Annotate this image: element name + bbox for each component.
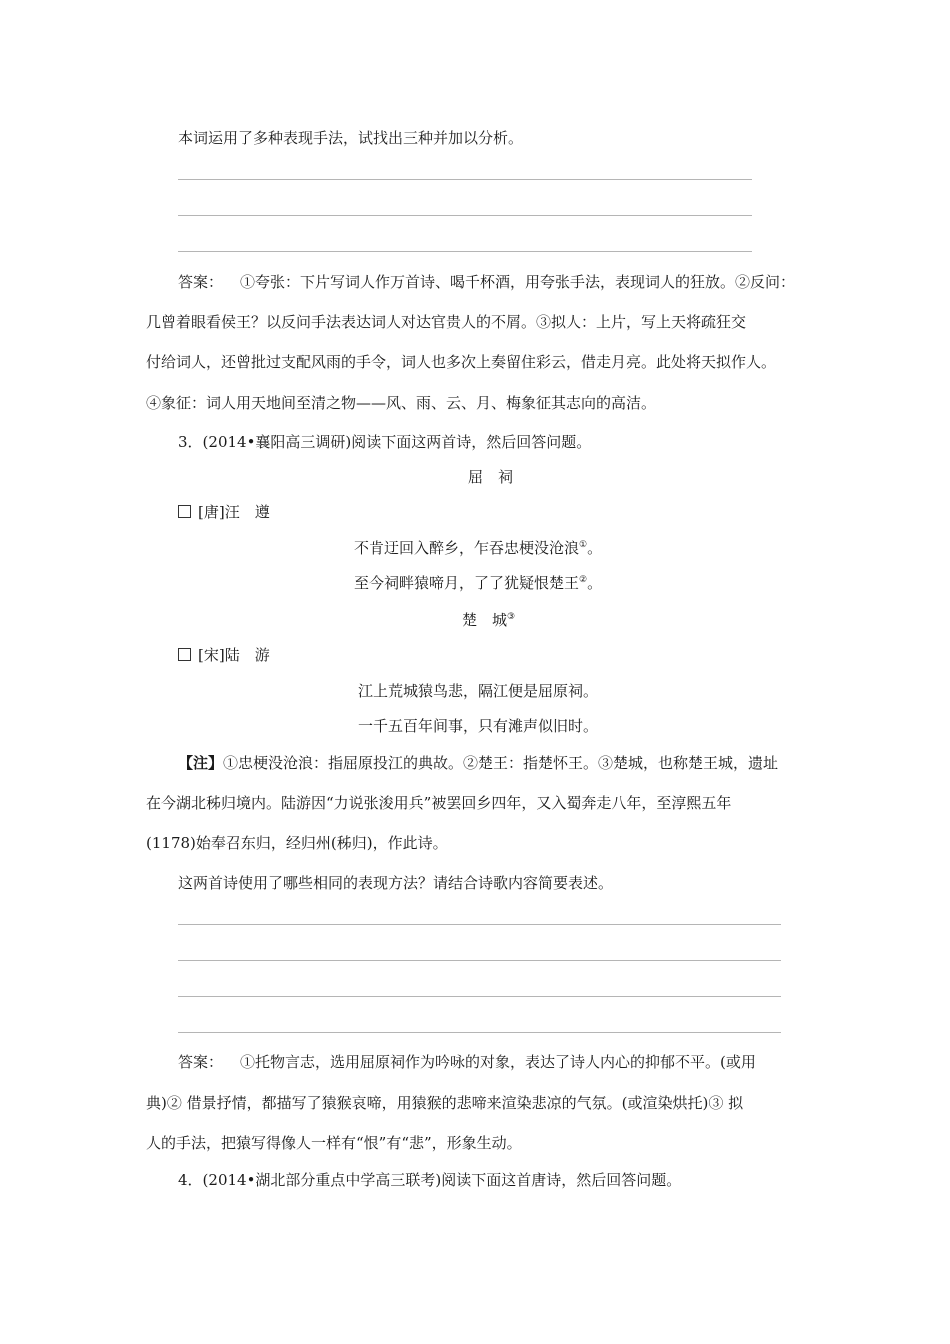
answer-blank-line [178, 924, 781, 925]
answer-blank-line [178, 215, 752, 216]
poem2-line: 一千五百年间事，只有滩声似旧时。 [358, 717, 599, 735]
q2-answer-line: ④象征：词人用天地间至清之物——风、雨、云、月、梅象征其志向的高洁。 [146, 394, 657, 412]
checkbox-square-icon [178, 505, 191, 518]
q3-answer-line: 人的手法，把猿写得像人一样有“恨”有“悲”，形象生动。 [146, 1134, 522, 1152]
q3-note-line: 在今湖北秭归境内。陆游因“力说张浚用兵”被罢回乡四年，又入蜀奔走八年，至淳熙五年 [146, 794, 732, 812]
q3-answer-line: 典)② 借景抒情，都描写了猿猴哀啼，用猿猴的悲啼来渲染悲凉的气氛。(或渲染烘托)③ 拟 [146, 1094, 744, 1112]
q3-answer-label: 答案： [178, 1053, 224, 1071]
poem1-author-row [178, 502, 270, 522]
q2-answer-label: 答案： [178, 273, 224, 291]
q3-note-line: (1178)始奉召东归，经归州(秭归)，作此诗。 [146, 834, 448, 852]
poem1-author: [唐]汪 遵 [198, 503, 270, 521]
poem2-author-row [178, 645, 270, 665]
q3-note-label: 【注】 [178, 754, 224, 772]
answer-blank-line [178, 179, 752, 180]
q4-heading: 4．(2014•湖北部分重点中学高三联考)阅读下面这首唐诗，然后回答问题。 [178, 1171, 682, 1189]
answer-blank-line [178, 251, 752, 252]
checkbox-square-icon [178, 648, 191, 661]
poem2-title: 楚 城③ [462, 611, 516, 629]
poem1-line: 至今祠畔猿啼月，了了犹疑恨楚王②。 [354, 574, 603, 592]
answer-blank-line [178, 996, 781, 997]
q3-prompt: 这两首诗使用了哪些相同的表现方法？请结合诗歌内容简要表述。 [178, 874, 614, 892]
q3-answer-line: ①托物言志，选用屈原祠作为吟咏的对象，表达了诗人内心的抑郁不平。(或用 [240, 1053, 756, 1071]
q3-note-line: 【注】①忠梗没沧浪：指屈原投江的典故。②楚王：指楚怀王。③楚城，也称楚王城，遗址 [178, 754, 779, 772]
q2-answer-line: 几曾着眼看侯王？以反问手法表达词人对达官贵人的不屑。③拟人：上片，写上天将疏狂交 [146, 313, 747, 331]
poem1-title: 屈 祠 [468, 468, 514, 486]
answer-blank-line [178, 960, 781, 961]
q3-heading: 3．(2014•襄阳高三调研)阅读下面这两首诗，然后回答问题。 [178, 433, 592, 451]
answer-blank-line [178, 1032, 781, 1033]
poem1-line: 不肯迂回入醉乡，乍吞忠梗没沧浪①。 [354, 539, 603, 557]
q2-answer-line: ①夸张：下片写词人作万首诗、喝千杯酒，用夸张手法，表现词人的狂放。②反问： [240, 273, 796, 291]
poem2-line: 江上荒城猿鸟悲，隔江便是屈原祠。 [358, 682, 599, 700]
poem2-author: [宋]陆 游 [198, 646, 270, 664]
q2-prompt: 本词运用了多种表现手法，试找出三种并加以分析。 [178, 129, 524, 147]
q2-answer-line: 付给词人，还曾批过支配风雨的手令，词人也多次上奏留住彩云，借走月亮。此处将天拟作人。 [146, 353, 777, 371]
